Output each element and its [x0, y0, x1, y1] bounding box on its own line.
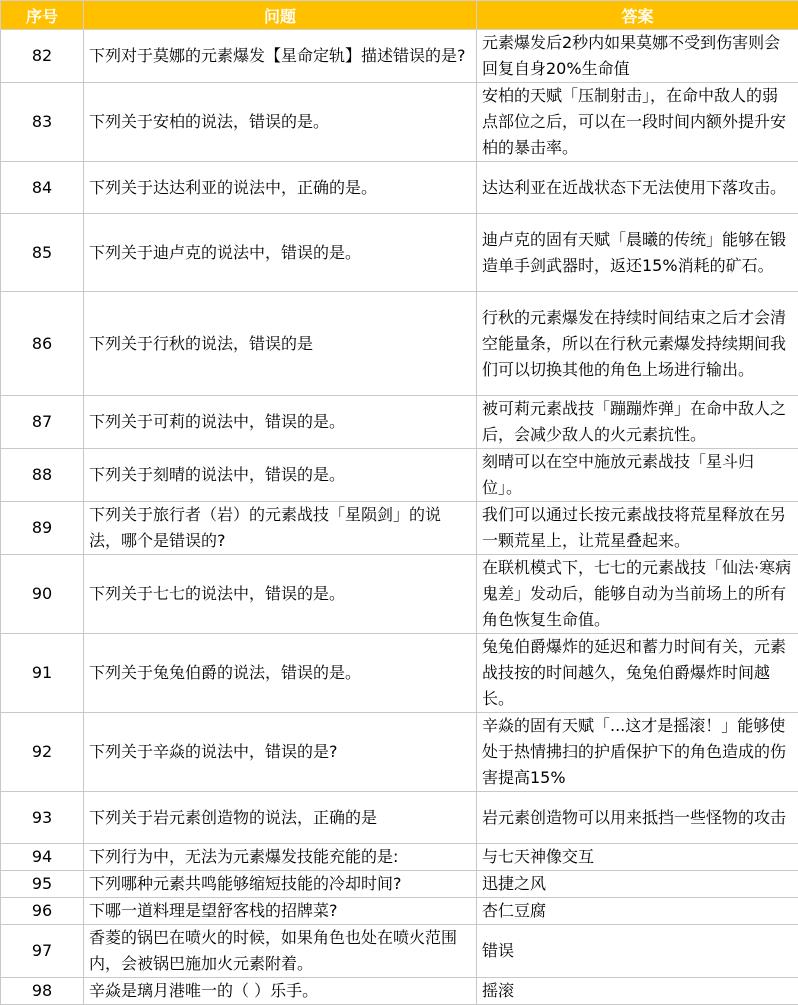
- row-answer: 安柏的天赋「压制射击」，在命中敌人的弱点部位之后，可以在一段时间内额外提升安柏的暴击率。: [477, 83, 798, 162]
- table-row: [1, 844, 798, 871]
- row-answer: 我们可以通过长按元素战技将荒星释放在另一颗荒星上，让荒星叠起来。: [477, 502, 798, 555]
- row-number: 85: [1, 214, 84, 292]
- row-number: 90: [1, 555, 84, 634]
- table-row: [1, 713, 798, 792]
- table-row: [1, 292, 798, 396]
- row-answer: 被可莉元素战技「蹦蹦炸弹」在命中敌人之后，会减少敌人的火元素抗性。: [477, 396, 798, 449]
- table-row: [1, 83, 798, 162]
- table-row: [1, 449, 798, 502]
- table-row: [1, 634, 798, 713]
- row-answer: 错误: [477, 925, 798, 978]
- row-question: 下列关于行秋的说法，错误的是: [84, 292, 477, 396]
- table-row: [1, 925, 798, 978]
- table-row: [1, 396, 798, 449]
- header-number: 序号: [1, 1, 84, 30]
- row-number: 94: [1, 844, 84, 871]
- table-row: [1, 792, 798, 844]
- row-number: 82: [1, 30, 84, 83]
- row-question: 香菱的锅巴在喷火的时候，如果角色也处在喷火范围内，会被锅巴施加火元素附着。: [84, 925, 477, 978]
- table-row: [1, 502, 798, 555]
- row-question: 下列行为中，无法为元素爆发技能充能的是:: [84, 844, 477, 871]
- table-row: [1, 162, 798, 214]
- row-question: 下列关于七七的说法中，错误的是。: [84, 555, 477, 634]
- row-number: 83: [1, 83, 84, 162]
- row-question: 下哪一道料理是望舒客栈的招牌菜?: [84, 898, 477, 925]
- row-number: 93: [1, 792, 84, 844]
- row-answer: 摇滚: [477, 978, 798, 1005]
- row-question: 下列关于迪卢克的说法中，错误的是。: [84, 214, 477, 292]
- row-answer: 兔兔伯爵爆炸的延迟和蓄力时间有关，元素战技按的时间越久，兔兔伯爵爆炸时间越长。: [477, 634, 798, 713]
- header-question: 问题: [84, 1, 477, 30]
- row-answer: 杏仁豆腐: [477, 898, 798, 925]
- table-row: [1, 214, 798, 292]
- table-row: [1, 898, 798, 925]
- row-question: 下列关于达达利亚的说法中，正确的是。: [84, 162, 477, 214]
- header-row: [1, 1, 798, 30]
- row-answer: 与七天神像交互: [477, 844, 798, 871]
- row-answer: 行秋的元素爆发在持续时间结束之后才会清空能量条，所以在行秋元素爆发持续期间我们可以切换其他的角色上场进行输出。: [477, 292, 798, 396]
- header-answer: 答案: [477, 1, 798, 30]
- row-answer: 达达利亚在近战状态下无法使用下落攻击。: [477, 162, 798, 214]
- row-answer: 在联机模式下，七七的元素战技「仙法·寒病鬼差」发动后，能够自动为当前场上的所有角色恢复生命值。: [477, 555, 798, 634]
- row-number: 89: [1, 502, 84, 555]
- row-question: 下列关于岩元素创造物的说法，正确的是: [84, 792, 477, 844]
- row-number: 98: [1, 978, 84, 1005]
- row-answer: 元素爆发后2秒内如果莫娜不受到伤害则会回复自身20%生命值: [477, 30, 798, 83]
- row-question: 下列哪种元素共鸣能够缩短技能的冷却时间?: [84, 871, 477, 898]
- row-question: 下列关于可莉的说法中，错误的是。: [84, 396, 477, 449]
- row-number: 84: [1, 162, 84, 214]
- table-row: [1, 555, 798, 634]
- row-answer: 岩元素创造物可以用来抵挡一些怪物的攻击: [477, 792, 798, 844]
- row-answer: 辛焱的固有天赋「...这才是摇滚！」能够使处于热情拂扫的护盾保护下的角色造成的伤害提高15%: [477, 713, 798, 792]
- row-question: 下列关于安柏的说法，错误的是。: [84, 83, 477, 162]
- row-number: 97: [1, 925, 84, 978]
- row-number: 91: [1, 634, 84, 713]
- table-row: [1, 871, 798, 898]
- row-number: 95: [1, 871, 84, 898]
- row-question: 下列关于兔兔伯爵的说法，错误的是。: [84, 634, 477, 713]
- row-number: 88: [1, 449, 84, 502]
- row-question: 下列关于辛焱的说法中，错误的是?: [84, 713, 477, 792]
- row-number: 86: [1, 292, 84, 396]
- table-row: [1, 30, 798, 83]
- row-question: 下列关于刻晴的说法中，错误的是。: [84, 449, 477, 502]
- row-question: 下列对于莫娜的元素爆发【星命定轨】描述错误的是?: [84, 30, 477, 83]
- row-number: 92: [1, 713, 84, 792]
- row-answer: 刻晴可以在空中施放元素战技「星斗归位」。: [477, 449, 798, 502]
- table-row: [1, 978, 798, 1005]
- row-question: 辛焱是璃月港唯一的（ ）乐手。: [84, 978, 477, 1005]
- row-number: 87: [1, 396, 84, 449]
- row-answer: 迅捷之风: [477, 871, 798, 898]
- row-number: 96: [1, 898, 84, 925]
- row-question: 下列关于旅行者（岩）的元素战技「星陨剑」的说法，哪个是错误的?: [84, 502, 477, 555]
- row-answer: 迪卢克的固有天赋「晨曦的传统」能够在锻造单手剑武器时，返还15%消耗的矿石。: [477, 214, 798, 292]
